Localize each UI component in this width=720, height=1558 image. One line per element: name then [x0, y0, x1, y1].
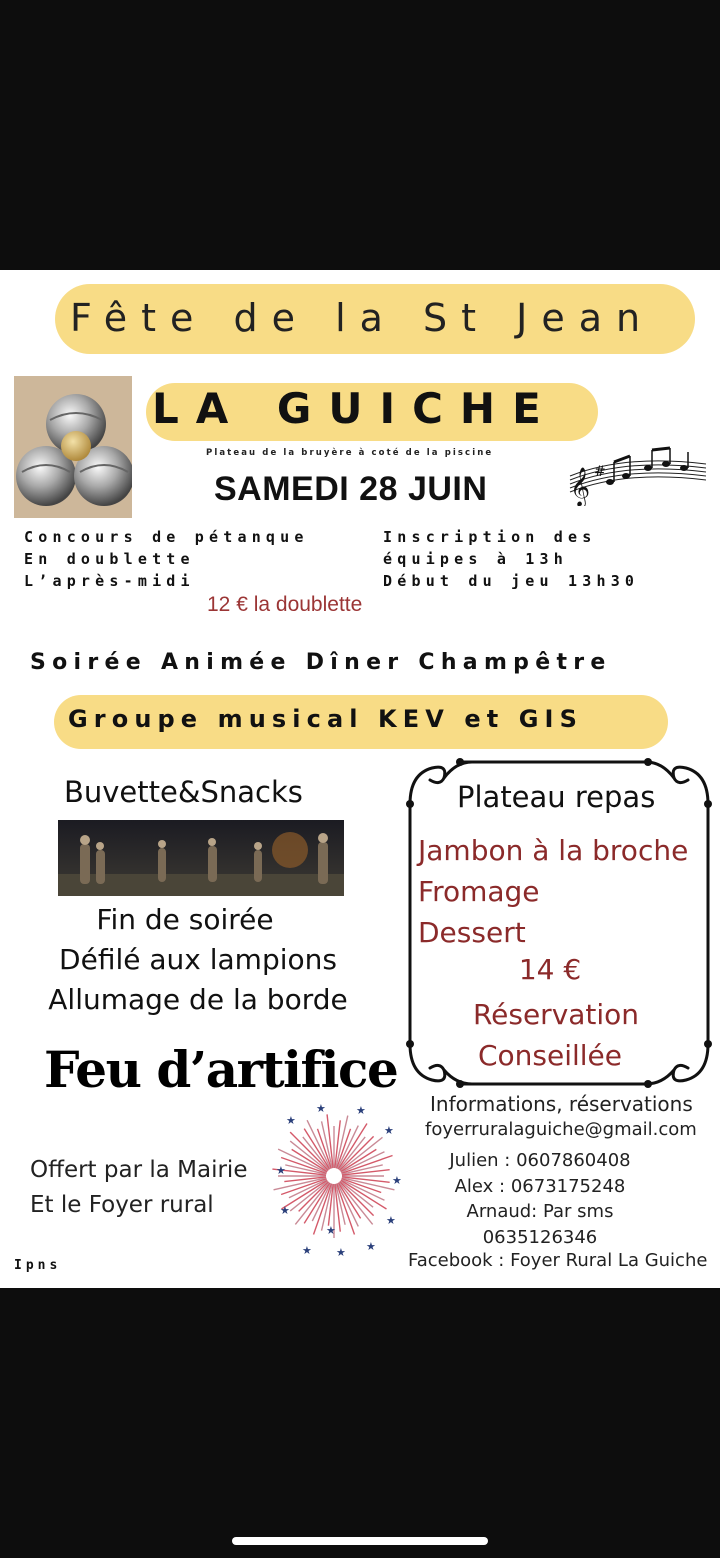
petanque-line: En doublette: [24, 550, 195, 568]
firework-star: ★: [366, 1240, 376, 1253]
buvette-title: Buvette&Snacks: [64, 775, 303, 809]
firework-star: ★: [386, 1214, 396, 1227]
contact-line: Arnaud: Par sms: [466, 1201, 614, 1222]
plateau-item: Fromage: [418, 875, 540, 908]
petanque-line: Concours de pétanque: [24, 528, 309, 546]
band-name: Groupe musical KEV et GIS: [68, 705, 583, 733]
petanque-line: L’après-midi: [24, 572, 195, 590]
end-line: Fin de soirée: [96, 903, 274, 936]
registration-line: Inscription des: [383, 528, 597, 546]
ipns-label: Ipns: [14, 1258, 62, 1273]
svg-text:𝄞: 𝄞: [570, 467, 591, 506]
crowd-photo: [58, 820, 344, 896]
firework-star: ★: [280, 1204, 290, 1217]
fireworks-title: Feu d’artifice: [44, 1040, 398, 1099]
firework-star: ★: [336, 1246, 346, 1259]
petanque-left-block: [24, 526, 309, 592]
firework-star: ★: [302, 1244, 312, 1257]
plateau-reservation: [418, 994, 694, 1076]
petanque-right-block: [383, 526, 639, 592]
reservation-line: Conseillée: [477, 1039, 623, 1072]
svg-text:#: #: [594, 464, 606, 480]
plateau-item: Jambon à la broche: [418, 834, 689, 867]
contact-lines: [420, 1148, 660, 1250]
fireworks-image: [266, 1104, 402, 1268]
end-line: Allumage de la borde: [48, 983, 348, 1016]
firework-star: ★: [286, 1114, 296, 1127]
plateau-items: [418, 830, 688, 953]
offered-line: Et le Foyer rural: [30, 1192, 214, 1218]
petanque-price: 12 € la doublette: [207, 593, 363, 616]
firework-star: ★: [384, 1124, 394, 1137]
contact-heading: Informations, réservations: [430, 1092, 693, 1116]
village-name: LA GUICHE: [152, 384, 558, 433]
firework-star: ★: [326, 1224, 336, 1237]
event-poster: [0, 270, 720, 1288]
home-indicator[interactable]: [232, 1537, 488, 1545]
plateau-title: Plateau repas: [457, 780, 656, 814]
offered-line: Offert par la Mairie: [30, 1157, 248, 1183]
offered-by-block: [30, 1153, 247, 1223]
end-of-evening-block: [18, 900, 378, 1020]
evening-headline: Soirée Animée Dîner Champêtre: [30, 650, 612, 675]
firework-star: ★: [356, 1104, 366, 1117]
firework-star: ★: [392, 1174, 402, 1187]
firework-star: ★: [276, 1164, 286, 1177]
contact-line: Julien : 0607860408: [449, 1150, 631, 1171]
petanque-balls-image: [14, 376, 132, 518]
plateau-price: 14 €: [518, 953, 582, 986]
event-title: Fête de la St Jean: [70, 296, 655, 340]
music-notes-image: [566, 446, 708, 506]
contact-email[interactable]: foyerruralaguiche@gmail.com: [425, 1119, 697, 1140]
firework-star: ★: [316, 1104, 326, 1115]
contact-line: Alex : 0673175248: [454, 1175, 626, 1197]
contact-line: 0635126346: [482, 1226, 598, 1248]
registration-line: équipes à 13h: [383, 550, 568, 568]
contact-facebook[interactable]: Facebook : Foyer Rural La Guiche: [408, 1250, 708, 1271]
event-date: SAMEDI 28 JUIN: [214, 470, 488, 508]
event-location: Plateau de la bruyère à coté de la piscine: [206, 448, 494, 458]
reservation-line: Réservation: [472, 998, 640, 1031]
plateau-item: Dessert: [418, 916, 526, 949]
registration-line: Début du jeu 13h30: [383, 572, 640, 590]
end-line: Défilé aux lampions: [59, 943, 337, 976]
